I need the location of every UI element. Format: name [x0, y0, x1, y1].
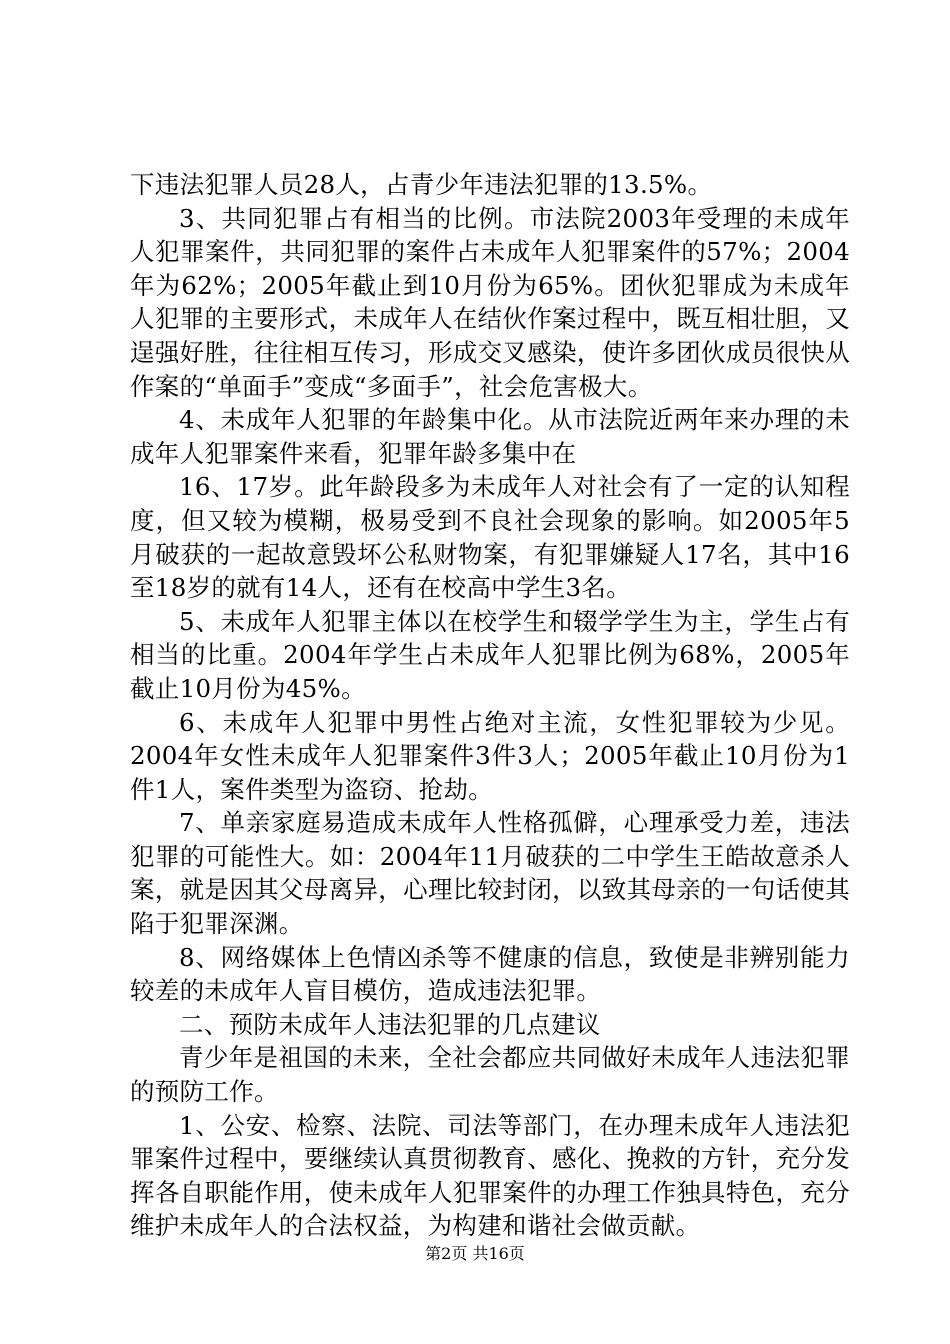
paragraph-continued: 下违法犯罪人员28人，占青少年违法犯罪的13.5%。	[130, 170, 713, 199]
paragraph-gender: 6、未成年人犯罪中男性占绝对主流，女性犯罪较为少见。2004年女性未成年人犯罪案件3件3人；2005年截止10月份为1件1人，案件类型为盗窃、抢劫。	[130, 707, 850, 804]
paragraph-recommendation-1: 1、公安、检察、法院、司法等部门，在办理未成年人违法犯罪案件过程中，要继续认真贯彻教育、感化、挽救的方针，充分发挥各自职能作用，使未成年人犯罪案件的办理工作独具特色，充分维护未成年人的合法权益，为构建和谐社会做贡献。	[130, 1110, 850, 1241]
page-footer: 第2页 共16页	[425, 1244, 525, 1263]
paragraph-joint-crime: 3、共同犯罪占有相当的比例。市法院2003年受理的未成年人犯罪案件，共同犯罪的案件占未成年人犯罪案件的57%；2004年为62%；2005年截止到10月份为65%。团伙犯罪成为未成年人犯罪的主要形式，未成年人在结伙作案过程中，既互相壮胆，又逞强好胜，往往相互传习，形成交叉感染，使许多团伙成员很快从作案的“单面手”变成“多面手”，社会危害极大。	[130, 203, 850, 401]
paragraph-single-parent: 7、单亲家庭易造成未成年人性格孤僻，心理承受力差，违法犯罪的可能性大。如：2004年11月破获的二中学生王皓故意杀人案，就是因其父母离异，心理比较封闭，以致其母亲的一句话使其陷于犯罪深渊。	[130, 808, 850, 939]
paragraph-age-concentration: 4、未成年人犯罪的年龄集中化。从市法院近两年来办理的未成年人犯罪案件来看，犯罪年龄多集中在	[130, 405, 850, 468]
paragraph-students: 5、未成年人犯罪主体以在校学生和辍学学生为主，学生占有相当的比重。2004年学生占未成年人犯罪比例为68%，2005年截止10月份为45%。	[130, 606, 850, 703]
paragraph-age-16-17: 16、17岁。此年龄段多为未成年人对社会有了一定的认知程度，但又较为模糊，极易受到不良社会现象的影响。如2005年5月破获的一起故意毁坏公私财物案，有犯罪嫌疑人17名，其中16至18岁的就有14人，还有在校高中学生3名。	[130, 472, 850, 603]
section-heading: 二、预防未成年人违法犯罪的几点建议	[179, 1009, 601, 1039]
paragraph-media: 8、网络媒体上色情凶杀等不健康的信息，致使是非辨别能力较差的未成年人盲目模仿，造成违法犯罪。	[130, 942, 850, 1006]
document-body	[130, 168, 850, 1243]
paragraph-intro: 青少年是祖国的未来，全社会都应共同做好未成年人违法犯罪的预防工作。	[130, 1043, 850, 1107]
